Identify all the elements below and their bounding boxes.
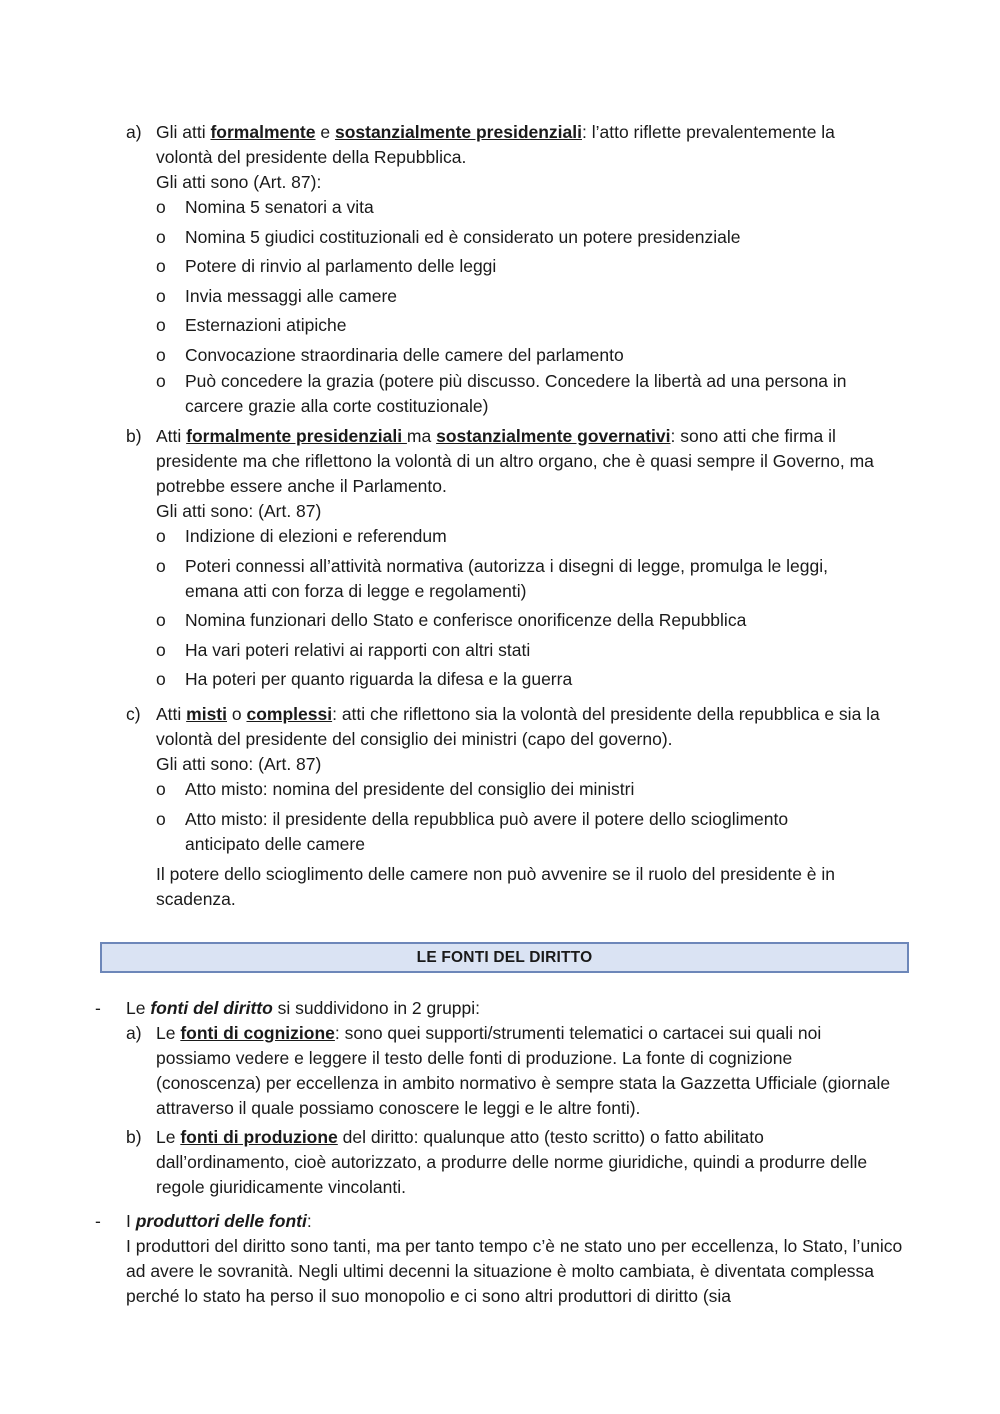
list-item: Poteri connessi all’attività normativa (autorizza i disegni di legge, promulga le leggi, emana atti con forza di legge e regolamenti) (185, 555, 828, 601)
dash-bullet: - (95, 998, 101, 1018)
bullet-item (0, 554, 1000, 604)
section-b-intro (126, 424, 896, 499)
bullet-glyph: o (156, 344, 166, 365)
bullet-glyph: o (156, 808, 166, 829)
bullet-item (0, 524, 1000, 549)
list-label: a) (126, 122, 142, 142)
list-label: b) (126, 1127, 142, 1147)
produttori-body: I produttori del diritto sono tanti, ma per tanto tempo c’è ne stato uno per eccellenza, lo Stato, l’unico ad avere le sovranità. Negli ultimi decenni la situazione è molto cambiata, è diventata complessa perché lo stato ha perso il suo monopolio e ci sono altri produttori di diritto (sia (126, 1236, 903, 1306)
list-item: Nomina funzionari dello Stato e conferisce onorificenze della Repubblica (185, 610, 747, 630)
text-run: Atti (156, 426, 187, 446)
acts-line: Gli atti sono: (Art. 87) (156, 501, 322, 521)
list-item: Ha poteri per quanto riguarda la difesa e la guerra (185, 669, 573, 689)
fonti-cognizione (126, 1021, 891, 1121)
text-run: Atti (156, 704, 187, 724)
list-item: Ha vari poteri relativi ai rapporti con altri stati (185, 639, 531, 660)
text-run: Le (156, 1127, 181, 1147)
section-heading-banner: LE FONTI DEL DIRITTO (100, 942, 909, 973)
bullet-glyph: o (156, 370, 166, 391)
bullet-glyph: o (156, 669, 166, 689)
acts-line: Gli atti sono (Art. 87): (156, 172, 322, 192)
bullet-item (0, 254, 1000, 279)
bullet-item (0, 343, 1000, 368)
text-run: : sono atti che firma il presidente ma che riflettono la volontà di un altro organo, che è quasi sempre il Governo, ma potrebbe essere anche il Parlamento. (156, 426, 874, 496)
section-a-intro (0, 120, 896, 170)
list-label: c) (126, 704, 141, 724)
text-run: : sono quei supporti/strumenti telematici o cartacei sui quali noi possiamo vedere e leggere il testo delle fonti di produzione. La fonte di cognizione (conoscenza) per eccellenza in ambito normativo è sempre stata la Gazzetta Ufficiale (giornale attraverso il quale possiamo conoscere le leggi e le altre fonti). (156, 1023, 891, 1118)
text-run: Le (126, 998, 151, 1018)
bullet-glyph: o (156, 610, 166, 630)
list-item: Nomina 5 giudici costituzionali ed è considerato un potere presidenziale (185, 226, 741, 247)
bullet-item (0, 777, 1000, 802)
list-item: Può concedere la grazia (potere più discusso. Concedere la libertà ad una persona in carcere grazie alla corte costituzionale) (185, 370, 847, 416)
bullet-item (0, 667, 1000, 692)
bullet-item (0, 225, 1000, 250)
bullet-item (0, 284, 1000, 309)
term-formalmente-presidenziali: formalmente presidenziali (186, 426, 407, 446)
term-fonti-di-cognizione: fonti di cognizione (180, 1023, 335, 1043)
dash-bullet: - (95, 1211, 101, 1231)
text-run: Le (156, 1023, 181, 1043)
list-item: Atto misto: nomina del presidente del consiglio dei ministri (185, 779, 635, 799)
text-run: I (126, 1211, 136, 1231)
closing-paragraph: Il potere dello scioglimento delle camere non può avvenire se il ruolo del presidente è in scadenza. (156, 863, 836, 909)
text-run: Gli atti (156, 122, 211, 142)
term-misti: misti (186, 704, 228, 724)
produttori-heading (0, 1209, 1000, 1234)
list-item: Atto misto: il presidente della repubblica può avere il potere dello scioglimento anticipato delle camere (185, 808, 789, 854)
text-run: : atti che riflettono sia la volontà del presidente della repubblica e sia la volontà del presidente del consiglio dei ministri (capo del governo). (156, 704, 880, 749)
fonti-produzione (126, 1125, 886, 1200)
bullet-glyph: o (156, 555, 166, 576)
text-run: si suddividono in 2 gruppi: (272, 998, 481, 1018)
bullet-glyph: o (156, 779, 166, 799)
bullet-glyph: o (156, 197, 166, 217)
term-formalmente: formalmente (210, 122, 316, 142)
section-a (0, 120, 1000, 419)
bullet-item (0, 638, 1000, 663)
term-sostanzialmente: sostanzialmente presidenziali (334, 122, 582, 142)
text-run: ma (406, 426, 437, 446)
term-complessi: complessi (246, 704, 333, 724)
list-item: Potere di rinvio al parlamento delle leggi (185, 256, 497, 276)
list-item: Esternazioni atipiche (185, 315, 347, 335)
fonti-section (0, 996, 1000, 1309)
list-item: Convocazione straordinaria delle camere del parlamento (185, 344, 624, 365)
section-c-intro (126, 702, 901, 752)
list-label: a) (126, 1023, 142, 1043)
term-fonti-del-diritto: fonti del diritto (150, 998, 273, 1018)
text-run: e (315, 122, 335, 142)
section-c (0, 702, 1000, 912)
bullet-item (0, 807, 1000, 857)
bullet-glyph: o (156, 526, 166, 546)
text-run: o (227, 704, 247, 724)
text-run: : (306, 1211, 312, 1231)
bullet-item (0, 195, 1000, 220)
text-run: del diritto: qualunque atto (testo scritto) o fatto abilitato dall’ordinamento, cioè autorizzato, a produrre delle norme giuridiche, quindi a produrre delle regole giuridicamente vincolanti. (156, 1127, 868, 1197)
bullet-item (0, 608, 1000, 633)
bullet-glyph: o (156, 285, 166, 306)
acts-line: Gli atti sono: (Art. 87) (156, 754, 322, 774)
text-run: : l’atto riflette prevalentemente la volontà del presidente della Repubblica. (156, 122, 835, 167)
list-item: Invia messaggi alle camere (185, 285, 398, 306)
term-sostanzialmente-governativi: sostanzialmente governativi (436, 426, 671, 446)
bullet-glyph: o (156, 639, 166, 660)
term-fonti-di-produzione: fonti di produzione (180, 1127, 338, 1147)
bullet-glyph: o (156, 315, 166, 335)
bullet-glyph: o (156, 226, 166, 247)
bullet-item (0, 313, 1000, 338)
list-item: Indizione di elezioni e referendum (185, 526, 447, 546)
fonti-intro (0, 996, 1000, 1021)
list-item: Nomina 5 senatori a vita (185, 197, 374, 217)
list-label: b) (126, 426, 142, 446)
section-b (0, 424, 1000, 692)
bullet-item (0, 369, 1000, 419)
term-produttori-delle-fonti: produttori delle fonti (135, 1211, 307, 1231)
bullet-glyph: o (156, 256, 166, 276)
